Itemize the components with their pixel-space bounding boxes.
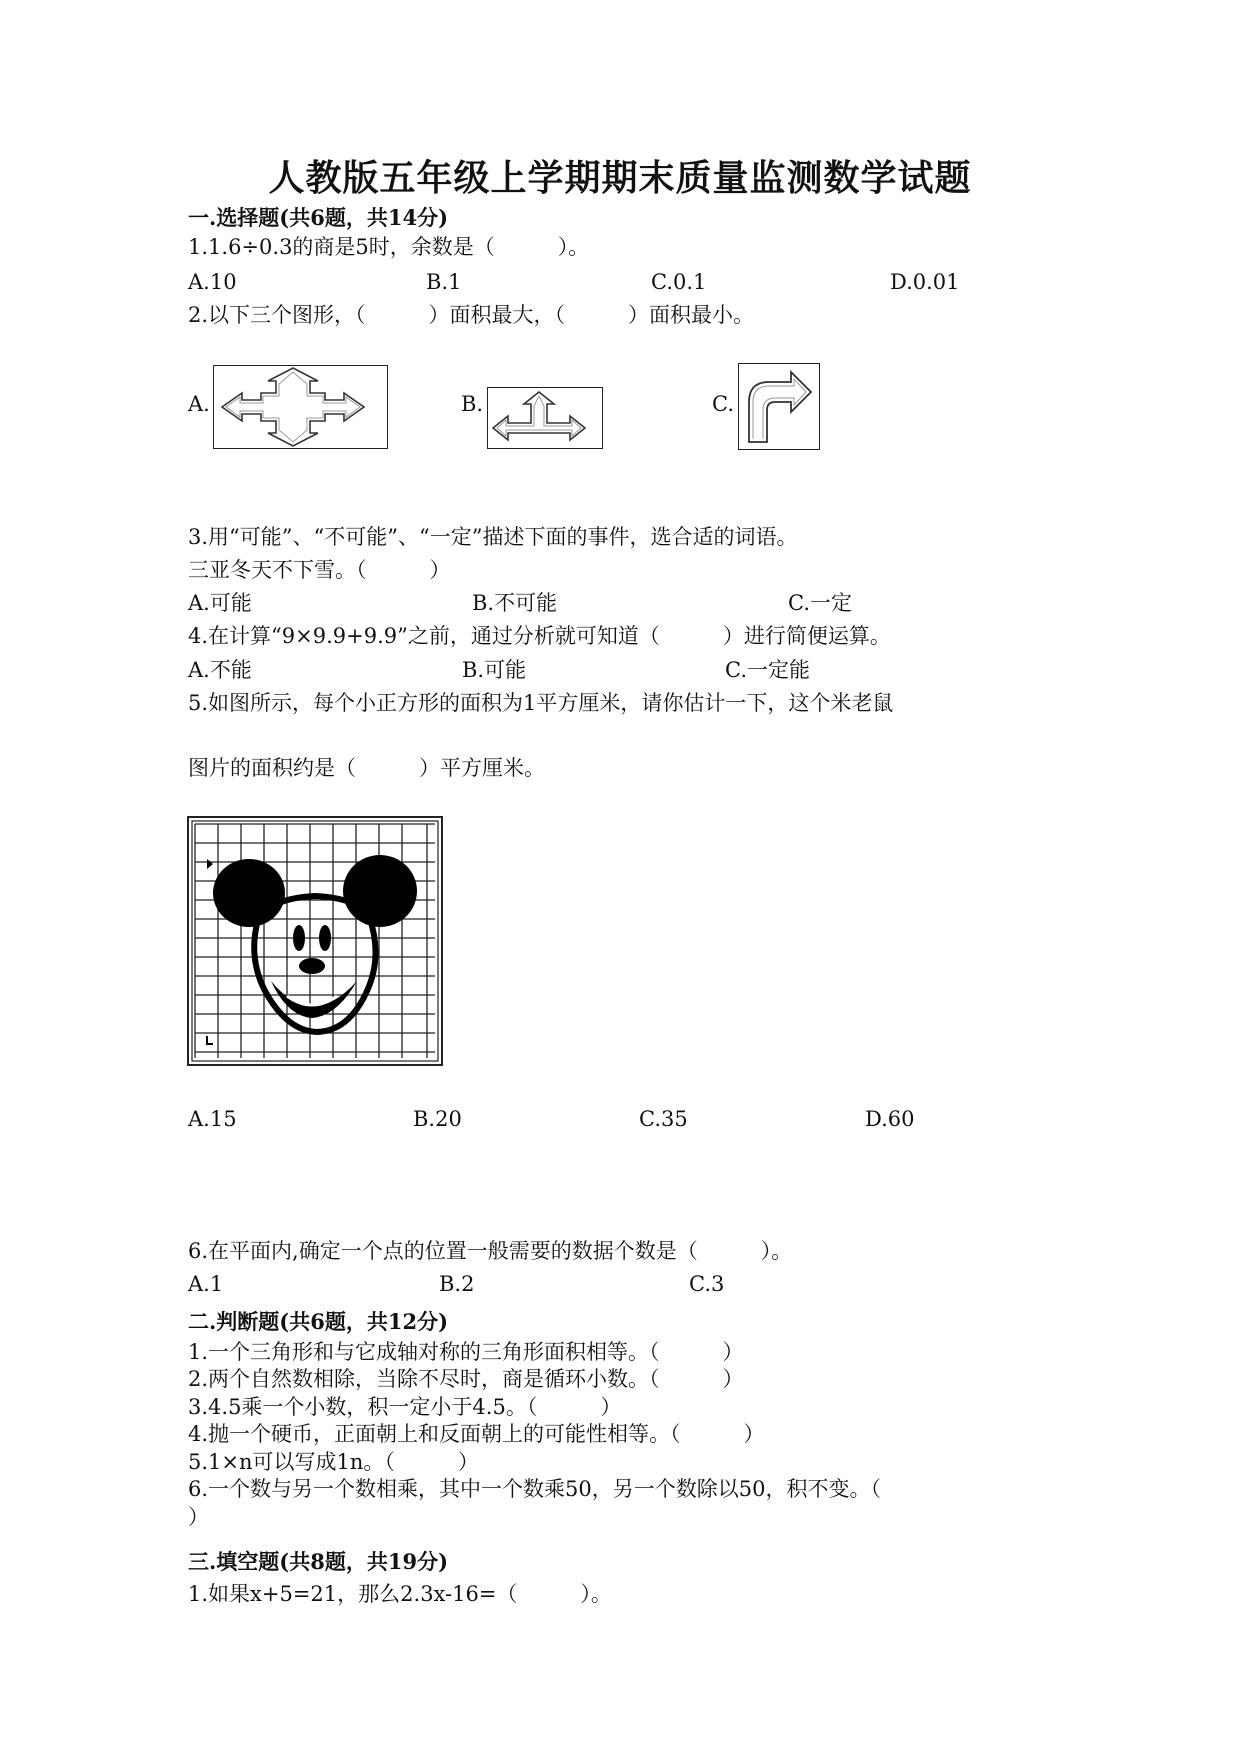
q4-option-c: C.一定能 [725, 658, 810, 682]
mickey-mouse-grid-image [187, 816, 443, 1066]
section-heading-choice: 一.选择题(共6题，共14分) [188, 205, 449, 230]
turn-arrow-figure-c [739, 364, 819, 449]
judge-item-1: 1.一个三角形和与它成轴对称的三角形面积相等。（ ） [188, 1340, 744, 1364]
figure-c-label: C. [712, 392, 734, 416]
q4-option-a: A.不能 [188, 658, 252, 682]
q3-option-b: B.不可能 [472, 591, 558, 615]
page-title: 人教版五年级上学期期末质量监测数学试题 [268, 157, 972, 199]
question-6: 6.在平面内,确定一个点的位置一般需要的数据个数是（ ）。 [188, 1239, 793, 1263]
question-5-cont: 图片的面积约是（ ）平方厘米。 [188, 756, 545, 780]
fill-question-1: 1.如果x+5=21，那么2.3x-16=（ ）。 [188, 1582, 612, 1606]
q5-option-b: B.20 [413, 1107, 462, 1131]
q6-option-b: B.2 [439, 1272, 475, 1296]
figure-a [213, 365, 388, 449]
q6-option-a: A.1 [188, 1272, 224, 1296]
judge-item-6: 6.一个数与另一个数相乘，其中一个数乘50，另一个数除以50，积不变。（ [188, 1477, 881, 1501]
question-2: 2.以下三个图形，（ ）面积最大，（ ）面积最小。 [188, 303, 755, 327]
cross-arrow-figure-a [214, 366, 387, 448]
q1-option-d: D.0.01 [890, 270, 960, 294]
judge-item-2: 2.两个自然数相除，当除不尽时，商是循环小数。（ ） [188, 1367, 744, 1391]
figure-b-label: B. [461, 392, 484, 416]
question-1: 1.1.6÷0.3的商是5时，余数是（ ）。 [188, 235, 590, 259]
judge-item-6-cont: ） [188, 1505, 209, 1529]
judge-item-3: 3.4.5乘一个小数，积一定小于4.5。（ ） [188, 1395, 622, 1419]
section-heading-fill: 三.填空题(共8题，共19分) [188, 1549, 449, 1574]
question-3: 3.用“可能”、“不可能”、“一定”描述下面的事件，选合适的词语。 [188, 525, 798, 549]
judge-item-4: 4.抛一个硬币，正面朝上和反面朝上的可能性相等。（ ） [188, 1422, 765, 1446]
q3-option-a: A.可能 [188, 591, 252, 615]
q1-option-b: B.1 [426, 270, 462, 294]
q3-option-c: C.一定 [788, 591, 852, 615]
question-3-event: 三亚冬天不下雪。（ ） [188, 558, 451, 582]
judge-item-5: 5.1×n可以写成1n。（ ） [188, 1450, 479, 1474]
question-5: 5.如图所示，每个小正方形的面积为1平方厘米，请你估计一下，这个米老鼠 [188, 691, 894, 715]
q5-option-a: A.15 [188, 1107, 237, 1131]
figure-b [487, 387, 603, 449]
section-heading-judge: 二.判断题(共6题，共12分) [188, 1309, 449, 1334]
t-arrow-figure-b [488, 388, 602, 448]
mickey-grid-figure [187, 816, 443, 1066]
figure-a-label: A. [188, 392, 210, 416]
question-4: 4.在计算“9×9.9+9.9”之前，通过分析就可知道（ ）进行简便运算。 [188, 624, 891, 648]
figure-c [738, 363, 820, 450]
q1-option-c: C.0.1 [651, 270, 707, 294]
q1-option-a: A.10 [188, 270, 237, 294]
q5-option-d: D.60 [865, 1107, 915, 1131]
q6-option-c: C.3 [689, 1272, 725, 1296]
q4-option-b: B.可能 [462, 658, 527, 682]
q5-option-c: C.35 [639, 1107, 688, 1131]
